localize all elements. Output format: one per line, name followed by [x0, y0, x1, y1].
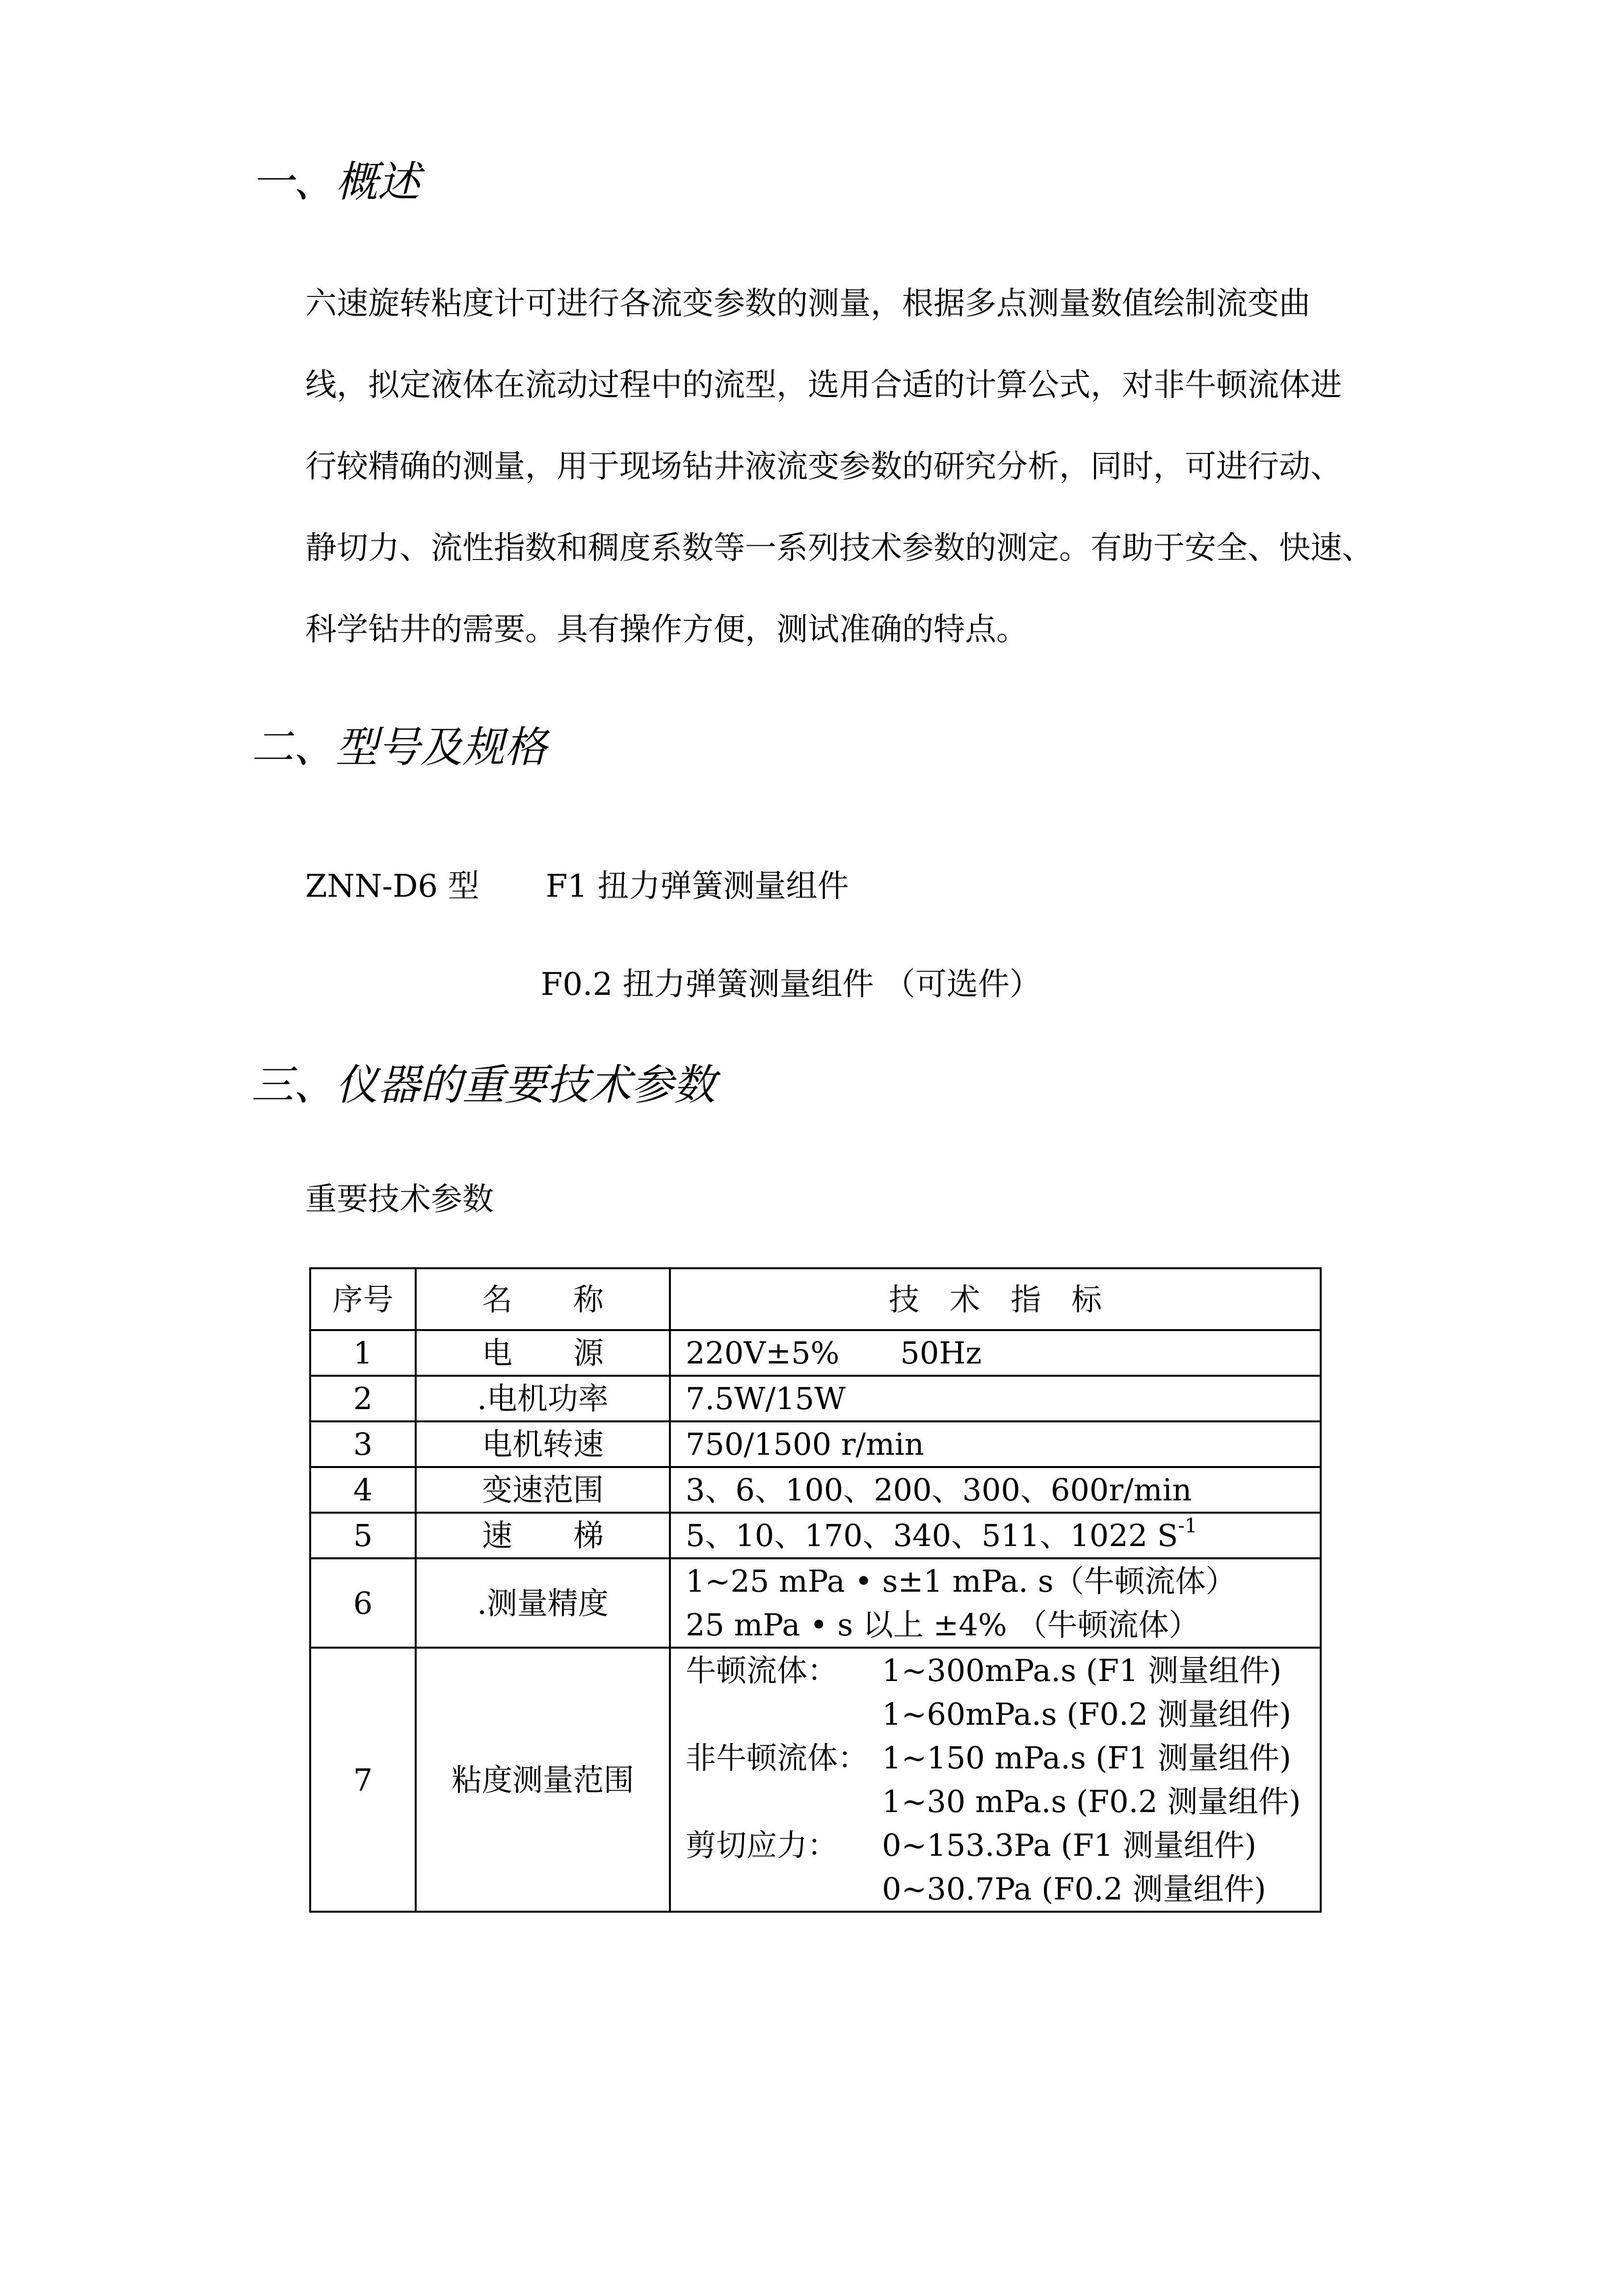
row-name: 电 源 — [416, 1330, 670, 1376]
viscosity-group-newtonian — [686, 1649, 1305, 1692]
viscosity-group-shear-stress — [686, 1823, 1305, 1867]
row-name: 速 梯 — [416, 1513, 670, 1558]
header-name: 名 称 — [416, 1268, 670, 1330]
row-name: 电机转速 — [416, 1421, 670, 1467]
table-row — [310, 1648, 1321, 1912]
section-title-params: 三、仪器的重要技术参数 — [251, 1061, 716, 1110]
table-row — [310, 1421, 1321, 1467]
viscosity-value: 1~60mPa.s (F0.2 测量组件) — [882, 1696, 1291, 1732]
table-row — [310, 1467, 1321, 1513]
spec-line: 1~25 mPa • s±1 mPa. s（牛顿流体） — [686, 1563, 1236, 1599]
model-name: ZNN-D6 型 — [305, 868, 479, 905]
row-no: 1 — [310, 1330, 416, 1376]
row-no: 7 — [310, 1648, 416, 1912]
overview-paragraph — [305, 288, 1410, 695]
model-component-f02: F0.2 扭力弹簧测量组件 （可选件） — [541, 966, 1041, 1003]
viscosity-value: 1~150 mPa.s (F1 测量组件) — [882, 1740, 1291, 1776]
spec-table — [309, 1267, 1322, 1913]
row-no: 2 — [310, 1376, 416, 1421]
row-no: 6 — [310, 1558, 416, 1648]
viscosity-group-non-newtonian-cont — [686, 1780, 1305, 1823]
row-name: 粘度测量范围 — [416, 1648, 670, 1912]
table-row — [310, 1376, 1321, 1421]
viscosity-value: 1~300mPa.s (F1 测量组件) — [882, 1653, 1282, 1688]
table-row — [310, 1330, 1321, 1376]
row-spec: 220V±5% 50Hz — [670, 1330, 1321, 1376]
row-name: 变速范围 — [416, 1467, 670, 1513]
viscosity-label-blank — [686, 1780, 882, 1823]
viscosity-value: 0~30.7Pa (F0.2 测量组件) — [882, 1871, 1266, 1907]
section-title-model: 二、型号及规格 — [251, 723, 547, 772]
viscosity-label: 剪切应力： — [686, 1827, 838, 1863]
table-caption: 重要技术参数 — [305, 1181, 494, 1218]
row-name: .电机功率 — [416, 1376, 670, 1421]
section-title-overview: 一、概述 — [251, 158, 420, 207]
row-spec: 3、6、100、200、300、600r/min — [670, 1467, 1321, 1513]
overview-line: 静切力、流性指数和稠度系数等一系列技术参数的测定。有助于安全、快速、 — [305, 530, 1373, 566]
header-no: 序号 — [310, 1268, 416, 1330]
overview-line: 行较精确的测量，用于现场钻井液流变参数的研究分析，同时，可进行动、 — [305, 449, 1342, 485]
viscosity-group-newtonian-cont — [686, 1692, 1305, 1736]
row-spec — [670, 1513, 1321, 1558]
viscosity-group-non-newtonian — [686, 1736, 1305, 1780]
viscosity-group-shear-stress-cont — [686, 1867, 1305, 1911]
viscosity-label: 牛顿流体： — [686, 1653, 838, 1688]
overview-line: 线，拟定液体在流动过程中的流型，选用合适的计算公式，对非牛顿流体进 — [305, 367, 1342, 403]
viscosity-label: 非牛顿流体： — [686, 1740, 869, 1776]
viscosity-value: 0~153.3Pa (F1 测量组件) — [882, 1827, 1257, 1863]
table-row — [310, 1513, 1321, 1558]
row-spec: 750/1500 r/min — [670, 1421, 1321, 1467]
row-spec: 7.5W/15W — [670, 1376, 1321, 1421]
viscosity-label-blank — [686, 1692, 882, 1736]
header-spec: 技 术 指 标 — [670, 1268, 1321, 1330]
viscosity-value: 1~30 mPa.s (F0.2 测量组件) — [882, 1784, 1301, 1819]
row-no: 5 — [310, 1513, 416, 1558]
row-no: 3 — [310, 1421, 416, 1467]
row-spec — [670, 1648, 1321, 1912]
viscosity-label-blank — [686, 1867, 882, 1911]
model-component-f1: F1 扭力弹簧测量组件 — [546, 868, 849, 905]
table-row — [310, 1558, 1321, 1648]
row-spec-text: 5、10、170、340、511、1022 S — [686, 1518, 1178, 1553]
table-header-row — [310, 1268, 1321, 1330]
overview-line: 科学钻井的需要。具有操作方便，测试准确的特点。 — [305, 612, 1028, 648]
overview-line: 六速旋转粘度计可进行各流变参数的测量，根据多点测量数值绘制流变曲 — [305, 286, 1310, 322]
row-no: 4 — [310, 1467, 416, 1513]
row-spec-superscript: -1 — [1178, 1515, 1198, 1537]
row-name: .测量精度 — [416, 1558, 670, 1648]
spec-line: 25 mPa • s 以上 ±4% （牛顿流体） — [686, 1607, 1199, 1643]
row-spec — [670, 1558, 1321, 1648]
